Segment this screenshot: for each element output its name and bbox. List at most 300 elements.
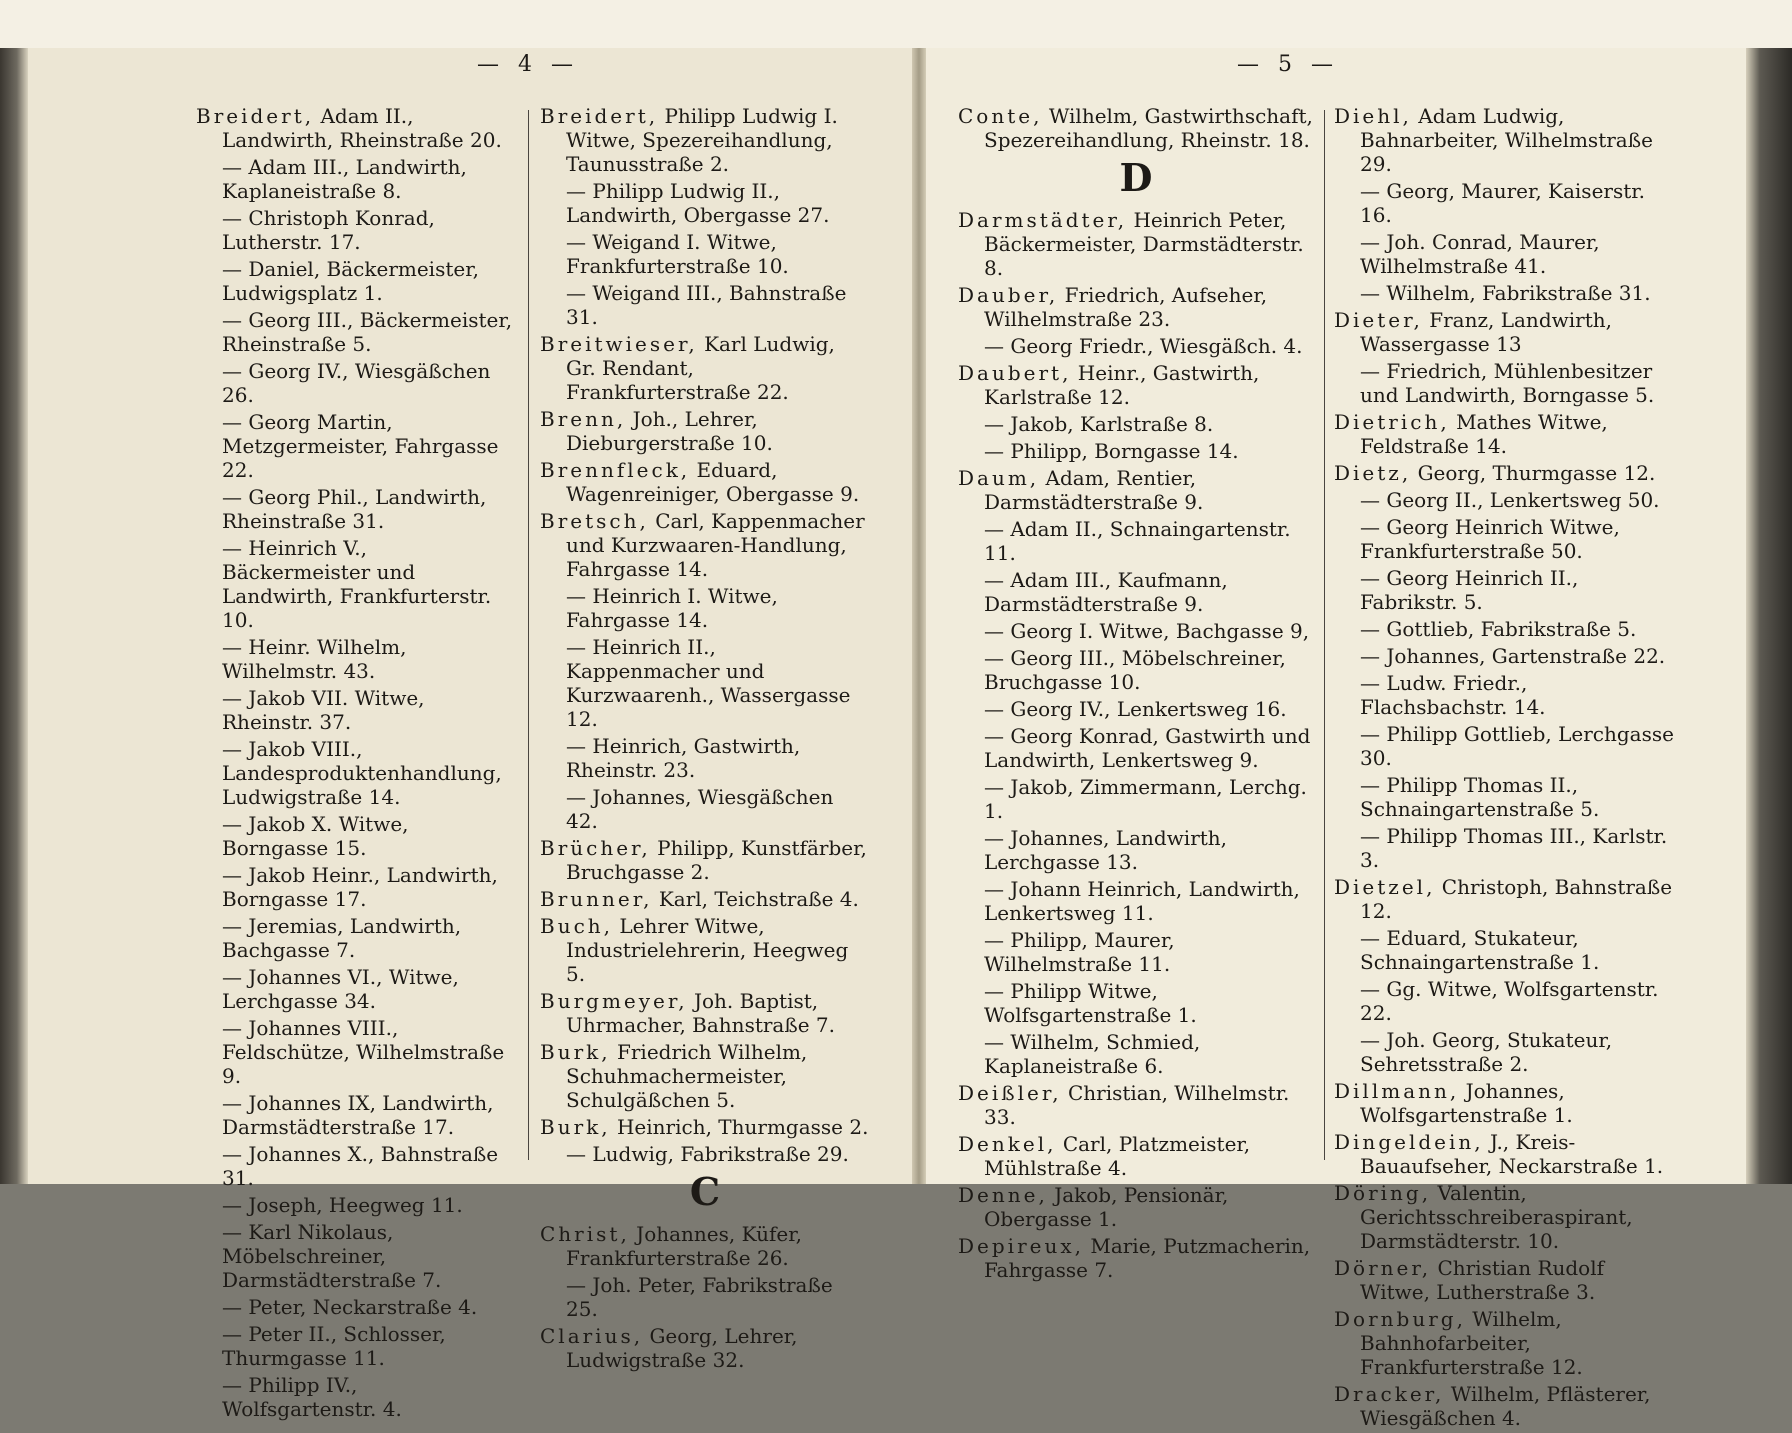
directory-entry [1334, 230, 1674, 278]
directory-entry [1334, 1079, 1674, 1127]
entry-surname: Daubert, [958, 361, 1072, 385]
entry-ditto-dash: — [1360, 515, 1380, 539]
directory-entry [958, 697, 1314, 721]
entry-surname: Brunner, [540, 887, 653, 911]
section-letter: D [1119, 155, 1153, 200]
entry-surname: Dietzel, [1334, 875, 1436, 899]
column-rule-right [1324, 110, 1325, 1160]
directory-entry [958, 1030, 1314, 1078]
directory-entry [958, 1132, 1314, 1180]
directory-entry [540, 734, 870, 782]
entry-ditto-dash: — [984, 877, 1004, 901]
directory-entry [958, 646, 1314, 694]
previous-page-bleed [0, 0, 1792, 52]
entry-details: Philipp Gottlieb, Lerchgasse 30. [1360, 722, 1674, 770]
entry-details: Franz, Landwirth, Wassergasse 13 [1360, 308, 1612, 356]
directory-entry [958, 724, 1314, 772]
entry-ditto-dash: — [984, 568, 1004, 592]
entry-ditto-dash: — [222, 1322, 242, 1346]
entry-ditto-dash: — [1360, 179, 1380, 203]
entry-details: Wilhelm, Schmied, Kaplaneistraße 6. [984, 1030, 1201, 1078]
entry-details: Adam Ludwig, Bahnarbeiter, Wilhelmstraße 29. [1360, 104, 1653, 176]
entry-details: Georg Phil., Landwirth, Rheinstraße 31. [222, 485, 487, 533]
directory-entry [1334, 1130, 1674, 1178]
entry-details: Philipp, Maurer, Wilhelmstraße 11. [984, 928, 1175, 976]
directory-entry [540, 509, 870, 581]
entry-surname: Breitwieser, [540, 332, 698, 356]
entry-ditto-dash: — [222, 1220, 242, 1244]
directory-entry [1334, 308, 1674, 356]
entry-ditto-dash: — [1360, 977, 1380, 1001]
directory-entry [958, 1081, 1314, 1129]
entry-details: Georg Heinrich II., Fabrikstr. 5. [1360, 566, 1579, 614]
entry-details: Weigand III., Bahnstraße 31. [566, 281, 847, 329]
entry-ditto-dash: — [222, 635, 242, 659]
entry-details: Johannes, Wolfsgartenstraße 1. [1360, 1079, 1573, 1127]
entry-ditto-dash: — [566, 734, 586, 758]
entry-details: Georg I. Witwe, Bachgasse 9, [1010, 619, 1310, 643]
entry-details: Friedrich Wilhelm, Schuhmachermeister, Schulgäßchen 5. [566, 1040, 808, 1112]
entry-details: Georg Friedr., Wiesgäßch. 4. [1010, 334, 1303, 358]
entry-ditto-dash: — [1360, 644, 1380, 668]
entry-surname: Dillmann, [1334, 1079, 1460, 1103]
entry-ditto-dash: — [222, 155, 242, 179]
entry-details: Lehrer Witwe, Industrielehrerin, Heegweg 5. [566, 914, 849, 986]
entry-details: Adam III., Landwirth, Kaplaneistraße 8. [222, 155, 467, 203]
entry-details: Adam II., Schnaingartenstr. 11. [984, 517, 1291, 565]
entry-ditto-dash: — [984, 439, 1004, 463]
entry-surname: Deißler, [958, 1081, 1062, 1105]
directory-entry [1334, 179, 1674, 227]
entry-details: Johannes, Küfer, Frankfurterstraße 26. [566, 1222, 802, 1270]
directory-entry [540, 179, 870, 227]
directory-entry [196, 1373, 516, 1421]
directory-entry [196, 155, 516, 203]
entry-details: Georg III., Bäckermeister, Rheinstraße 5. [222, 308, 513, 356]
directory-entry [196, 686, 516, 734]
entry-details: Georg IV., Wiesgäßchen 26. [222, 359, 491, 407]
entry-ditto-dash: — [222, 410, 242, 434]
directory-entry [958, 439, 1314, 463]
directory-entry [196, 536, 516, 632]
directory-entry [1334, 824, 1674, 872]
entry-details: Carl, Kappenmacher und Kurzwaaren-Handlung, Fahrgasse 14. [566, 509, 865, 581]
entry-details: Daniel, Bäckermeister, Ludwigsplatz 1. [222, 257, 479, 305]
directory-entry [540, 1273, 870, 1321]
entry-details: Karl, Teichstraße 4. [658, 887, 859, 911]
directory-entry [196, 104, 516, 152]
entry-ditto-dash: — [1360, 359, 1380, 383]
entry-surname: Dracker, [1334, 1382, 1445, 1406]
directory-entry [958, 568, 1314, 616]
entry-details: Wilhelm, Bahnhofarbeiter, Frankfurterstraße 12. [1360, 1307, 1583, 1379]
entry-details: Joh. Conrad, Maurer, Wilhelmstraße 41. [1360, 230, 1600, 278]
entry-surname: Dornburg, [1334, 1307, 1466, 1331]
directory-entry [540, 407, 870, 455]
entry-ditto-dash: — [222, 206, 242, 230]
entry-details: Mathes Witwe, Feldstraße 14. [1360, 410, 1608, 458]
section-letter: C [689, 1169, 721, 1214]
entry-ditto-dash: — [984, 697, 1004, 721]
entry-details: Jakob VII. Witwe, Rheinstr. 37. [222, 686, 425, 734]
directory-column-4 [1334, 104, 1674, 1433]
entry-details: Heinrich II., Kappenmacher und Kurzwaarenh., Wassergasse 12. [566, 635, 851, 731]
directory-entry [958, 1183, 1314, 1231]
directory-entry [1334, 1307, 1674, 1379]
entry-ditto-dash: — [222, 257, 242, 281]
entry-details: Philipp Ludwig I. Witwe, Spezereihandlung, Taunusstraße 2. [566, 104, 838, 176]
entry-details: Philipp, Kunstfärber, Bruchgasse 2. [566, 836, 867, 884]
entry-details: Johann Heinrich, Landwirth, Lenkertsweg 11. [984, 877, 1300, 925]
directory-entry [958, 361, 1314, 409]
directory-entry [196, 206, 516, 254]
directory-entry [958, 775, 1314, 823]
entry-surname: Burk, [540, 1115, 611, 1139]
directory-entry [196, 1091, 516, 1139]
directory-entry [540, 1142, 870, 1166]
directory-entry [958, 466, 1314, 514]
directory-entry [1334, 617, 1674, 641]
directory-entry [1334, 1382, 1674, 1430]
directory-entry [958, 283, 1314, 331]
entry-surname: Dingeldein, [1334, 1130, 1484, 1154]
directory-entry [1334, 671, 1674, 719]
directory-column-1 [196, 104, 516, 1424]
directory-entry [1334, 410, 1674, 458]
directory-entry [1334, 1256, 1674, 1304]
entry-ditto-dash: — [222, 1193, 242, 1217]
directory-entry [540, 785, 870, 833]
entry-details: Eduard, Wagenreiniger, Obergasse 9. [566, 458, 860, 506]
directory-entry [540, 635, 870, 731]
entry-details: Joh., Lehrer, Dieburgerstraße 10. [566, 407, 773, 455]
entry-ditto-dash: — [1360, 488, 1380, 512]
directory-entry [196, 812, 516, 860]
entry-ditto-dash: — [222, 812, 242, 836]
entry-surname: Conte, [958, 104, 1043, 128]
entry-ditto-dash: — [984, 826, 1004, 850]
entry-details: Karl Nikolaus, Möbelschreiner, Darmstädterstraße 7. [222, 1220, 442, 1292]
entry-details: Jeremias, Landwirth, Bachgasse 7. [222, 914, 462, 962]
entry-details: Wilhelm, Fabrikstraße 31. [1386, 281, 1651, 305]
directory-entry [196, 737, 516, 809]
entry-details: Georg, Thurmgasse 12. [1417, 461, 1656, 485]
entry-details: Johannes VIII., Feldschütze, Wilhelmstraße 9. [222, 1016, 505, 1088]
directory-entry [196, 1295, 516, 1319]
entry-surname: Dietrich, [1334, 410, 1450, 434]
entry-details: Jakob, Zimmermann, Lerchg. 1. [984, 775, 1307, 823]
entry-details: Heinrich I. Witwe, Fahrgasse 14. [566, 584, 778, 632]
entry-surname: Brennfleck, [540, 458, 691, 482]
entry-details: Ludwig, Fabrikstraße 29. [592, 1142, 849, 1166]
entry-surname: Breidert, [540, 104, 659, 128]
directory-entry [196, 1142, 516, 1190]
entry-ditto-dash: — [1360, 281, 1380, 305]
directory-entry [540, 458, 870, 506]
entry-details: Philipp Thomas II., Schnaingartenstraße 5. [1360, 773, 1600, 821]
entry-details: Johannes, Landwirth, Lerchgasse 13. [984, 826, 1228, 874]
entry-details: Marie, Putzmacherin, Fahrgasse 7. [984, 1234, 1311, 1282]
directory-entry [1334, 1028, 1674, 1076]
directory-entry [540, 104, 870, 176]
directory-entry [196, 1220, 516, 1292]
entry-surname: Brenn, [540, 407, 627, 431]
directory-column-2 [540, 104, 870, 1375]
directory-entry [540, 281, 870, 329]
entry-ditto-dash: — [566, 281, 586, 305]
entry-details: Christian Rudolf Witwe, Lutherstraße 3. [1360, 1256, 1605, 1304]
entry-ditto-dash: — [984, 724, 1004, 748]
directory-entry [196, 965, 516, 1013]
entry-surname: Dörner, [1334, 1256, 1432, 1280]
entry-details: J., Kreis-Bauaufseher, Neckarstraße 1. [1360, 1130, 1664, 1178]
entry-ditto-dash: — [984, 928, 1004, 952]
entry-details: Philipp Witwe, Wolfsgartenstraße 1. [984, 979, 1197, 1027]
directory-entry [958, 826, 1314, 874]
entry-ditto-dash: — [566, 1273, 586, 1297]
book-left-edge [0, 48, 28, 1184]
entry-details: Joh. Baptist, Uhrmacher, Bahnstraße 7. [566, 989, 835, 1037]
entry-ditto-dash: — [222, 1373, 242, 1397]
entry-ditto-dash: — [222, 536, 242, 560]
directory-entry [540, 584, 870, 632]
entry-details: Eduard, Stukateur, Schnaingartenstraße 1. [1360, 926, 1600, 974]
directory-entry [958, 208, 1314, 280]
entry-ditto-dash: — [566, 179, 586, 203]
book-right-edge [1746, 48, 1792, 1184]
entry-ditto-dash: — [1360, 824, 1380, 848]
entry-surname: Dietz, [1334, 461, 1412, 485]
entry-details: Adam III., Kaufmann, Darmstädterstraße 9. [984, 568, 1228, 616]
entry-ditto-dash: — [566, 635, 586, 659]
entry-details: Wilhelm, Pflästerer, Wiesgäßchen 4. [1360, 1382, 1651, 1430]
entry-surname: Darmstädter, [958, 208, 1128, 232]
directory-entry [540, 230, 870, 278]
entry-ditto-dash: — [222, 1295, 242, 1319]
entry-ditto-dash: — [984, 1030, 1004, 1054]
entry-ditto-dash: — [222, 1016, 242, 1040]
entry-details: Jakob Heinr., Landwirth, Borngasse 17. [222, 863, 498, 911]
column-rule-left [528, 110, 529, 1160]
entry-surname: Breidert, [196, 104, 315, 128]
directory-entry [958, 517, 1314, 565]
entry-details: Georg Heinrich Witwe, Frankfurterstraße 50. [1360, 515, 1620, 563]
entry-surname: Bretsch, [540, 509, 649, 533]
directory-entry [1334, 773, 1674, 821]
entry-ditto-dash: — [222, 485, 242, 509]
entry-details: Johannes, Gartenstraße 22. [1386, 644, 1666, 668]
entry-details: Johannes X., Bahnstraße 31. [222, 1142, 499, 1190]
directory-column-3 [958, 104, 1314, 1285]
entry-ditto-dash: — [1360, 617, 1380, 641]
entry-details: Joseph, Heegweg 11. [248, 1193, 463, 1217]
entry-details: Georg III., Möbelschreiner, Bruchgasse 10. [984, 646, 1286, 694]
entry-ditto-dash: — [566, 230, 586, 254]
entry-details: Christoph, Bahnstraße 12. [1360, 875, 1673, 923]
directory-entry [540, 1222, 870, 1270]
directory-entry [540, 887, 870, 911]
entry-details: Joh. Georg, Stukateur, Sehretsstraße 2. [1360, 1028, 1613, 1076]
directory-entry [958, 104, 1314, 152]
directory-entry [1334, 104, 1674, 176]
entry-ditto-dash: — [222, 863, 242, 887]
directory-entry [1334, 644, 1674, 668]
directory-entry [1334, 281, 1674, 305]
entry-ditto-dash: — [984, 646, 1004, 670]
page-number-right: — 5 — [1237, 52, 1339, 77]
entry-details: Johannes VI., Witwe, Lerchgasse 34. [222, 965, 459, 1013]
page-number-left: — 4 — [477, 52, 579, 77]
directory-entry [540, 914, 870, 986]
entry-details: Carl, Platzmeister, Mühlstraße 4. [984, 1132, 1251, 1180]
entry-surname: Clarius, [540, 1324, 644, 1348]
entry-details: Jakob, Pensionär, Obergasse 1. [984, 1183, 1229, 1231]
directory-entry [540, 332, 870, 404]
directory-entry [1334, 515, 1674, 563]
entry-details: Peter, Neckarstraße 4. [248, 1295, 478, 1319]
entry-details: Philipp, Borngasse 14. [1010, 439, 1239, 463]
entry-details: Adam, Rentier, Darmstädterstraße 9. [984, 466, 1204, 514]
entry-ditto-dash: — [984, 979, 1004, 1003]
directory-entry [1334, 926, 1674, 974]
entry-ditto-dash: — [222, 965, 242, 989]
entry-ditto-dash: — [984, 334, 1004, 358]
entry-details: Weigand I. Witwe, Frankfurterstraße 10. [566, 230, 789, 278]
directory-entry [958, 334, 1314, 358]
entry-details: Friedrich, Mühlenbesitzer und Landwirth, Borngasse 5. [1360, 359, 1655, 407]
directory-entry [196, 410, 516, 482]
book-spine [912, 48, 926, 1184]
entry-surname: Burgmeyer, [540, 989, 688, 1013]
directory-entry [196, 1016, 516, 1088]
entry-surname: Burk, [540, 1040, 611, 1064]
entry-ditto-dash: — [1360, 671, 1380, 695]
directory-entry [540, 989, 870, 1037]
entry-surname: Buch, [540, 914, 614, 938]
directory-entry [958, 412, 1314, 436]
directory-entry [1334, 977, 1674, 1025]
entry-ditto-dash: — [1360, 1028, 1380, 1052]
directory-entry [958, 928, 1314, 976]
entry-details: Gottlieb, Fabrikstraße 5. [1386, 617, 1637, 641]
directory-entry [196, 1193, 516, 1217]
entry-ditto-dash: — [222, 1091, 242, 1115]
entry-ditto-dash: — [222, 914, 242, 938]
directory-entry [196, 914, 516, 962]
directory-entry [196, 635, 516, 683]
entry-details: Jakob X. Witwe, Borngasse 15. [222, 812, 409, 860]
entry-details: Johannes, Wiesgäßchen 42. [566, 785, 834, 833]
entry-details: Georg Konrad, Gastwirth und Landwirth, Lenkertsweg 9. [984, 724, 1311, 772]
entry-details: Heinr., Gastwirth, Karlstraße 12. [984, 361, 1260, 409]
entry-ditto-dash: — [566, 584, 586, 608]
entry-ditto-dash: — [1360, 230, 1380, 254]
entry-ditto-dash: — [984, 619, 1004, 643]
directory-entry [196, 485, 516, 533]
entry-details: Gg. Witwe, Wolfsgartenstr. 22. [1360, 977, 1659, 1025]
entry-ditto-dash: — [222, 686, 242, 710]
entry-surname: Dieter, [1334, 308, 1423, 332]
entry-ditto-dash: — [222, 359, 242, 383]
entry-ditto-dash: — [566, 785, 586, 809]
entry-surname: Daum, [958, 466, 1040, 490]
entry-details: Friedrich, Aufseher, Wilhelmstraße 23. [984, 283, 1268, 331]
entry-ditto-dash: — [984, 517, 1004, 541]
entry-details: Philipp Ludwig II., Landwirth, Obergasse 27. [566, 179, 830, 227]
entry-ditto-dash: — [1360, 926, 1380, 950]
directory-entry [196, 308, 516, 356]
entry-ditto-dash: — [984, 412, 1004, 436]
entry-details: Joh. Peter, Fabrikstraße 25. [566, 1273, 833, 1321]
entry-details: Georg, Lehrer, Ludwigstraße 32. [566, 1324, 798, 1372]
entry-details: Philipp IV., Wolfsgartenstr. 4. [222, 1373, 402, 1421]
entry-details: Heinrich V., Bäckermeister und Landwirth, Frankfurterstr. 10. [222, 536, 492, 632]
directory-entry [540, 1115, 870, 1139]
directory-entry [540, 1040, 870, 1112]
directory-entry [958, 1234, 1314, 1282]
entry-ditto-dash: — [566, 1142, 586, 1166]
entry-details: Georg Martin, Metzgermeister, Fahrgasse 22. [222, 410, 499, 482]
entry-details: Georg, Maurer, Kaiserstr. 16. [1360, 179, 1645, 227]
entry-ditto-dash: — [222, 1142, 242, 1166]
entry-surname: Denne, [958, 1183, 1048, 1207]
directory-entry [1334, 488, 1674, 512]
entry-ditto-dash: — [222, 308, 242, 332]
entry-surname: Brücher, [540, 836, 651, 860]
entry-surname: Denkel, [958, 1132, 1057, 1156]
directory-entry [1334, 359, 1674, 407]
entry-surname: Depireux, [958, 1234, 1084, 1258]
entry-surname: Dauber, [958, 283, 1059, 307]
directory-entry [958, 979, 1314, 1027]
directory-entry [958, 877, 1314, 925]
entry-details: Ludw. Friedr., Flachsbachstr. 14. [1360, 671, 1546, 719]
entry-ditto-dash: — [984, 775, 1004, 799]
directory-entry [1334, 461, 1674, 485]
entry-details: Valentin, Gerichtsschreiberaspirant, Darmstädterstr. 10. [1360, 1181, 1633, 1253]
entry-details: Heinr. Wilhelm, Wilhelmstr. 43. [222, 635, 407, 683]
entry-surname: Döring, [1334, 1181, 1432, 1205]
entry-details: Adam II., Landwirth, Rheinstraße 20. [222, 104, 502, 152]
entry-details: Heinrich, Thurmgasse 2. [616, 1115, 869, 1139]
entry-details: Wilhelm, Gastwirthschaft, Spezereihandlung, Rheinstr. 18. [984, 104, 1313, 152]
directory-entry [196, 1322, 516, 1370]
directory-entry [1334, 566, 1674, 614]
directory-entry [540, 836, 870, 884]
entry-details: Georg IV., Lenkertsweg 16. [1010, 697, 1287, 721]
entry-details: Christoph Konrad, Lutherstr. 17. [222, 206, 435, 254]
entry-ditto-dash: — [1360, 566, 1380, 590]
entry-surname: Diehl, [1334, 104, 1412, 128]
entry-details: Heinrich Peter, Bäckermeister, Darmstädterstr. 8. [984, 208, 1304, 280]
entry-details: Peter II., Schlosser, Thurmgasse 11. [222, 1322, 446, 1370]
directory-entry [196, 257, 516, 305]
entry-surname: Christ, [540, 1222, 630, 1246]
entry-ditto-dash: — [1360, 722, 1380, 746]
directory-entry [958, 619, 1314, 643]
entry-details: Christian, Wilhelmstr. 33. [984, 1081, 1290, 1129]
entry-ditto-dash: — [222, 737, 242, 761]
directory-entry [196, 863, 516, 911]
entry-details: Philipp Thomas III., Karlstr. 3. [1360, 824, 1668, 872]
entry-details: Jakob, Karlstraße 8. [1010, 412, 1214, 436]
entry-details: Johannes IX, Landwirth, Darmstädterstraße 17. [222, 1091, 494, 1139]
directory-entry [1334, 722, 1674, 770]
entry-ditto-dash: — [1360, 773, 1380, 797]
entry-details: Heinrich, Gastwirth, Rheinstr. 23. [566, 734, 801, 782]
entry-details: Jakob VIII., Landesproduktenhandlung, Ludwigstraße 14. [222, 737, 502, 809]
entry-details: Georg II., Lenkertsweg 50. [1386, 488, 1660, 512]
